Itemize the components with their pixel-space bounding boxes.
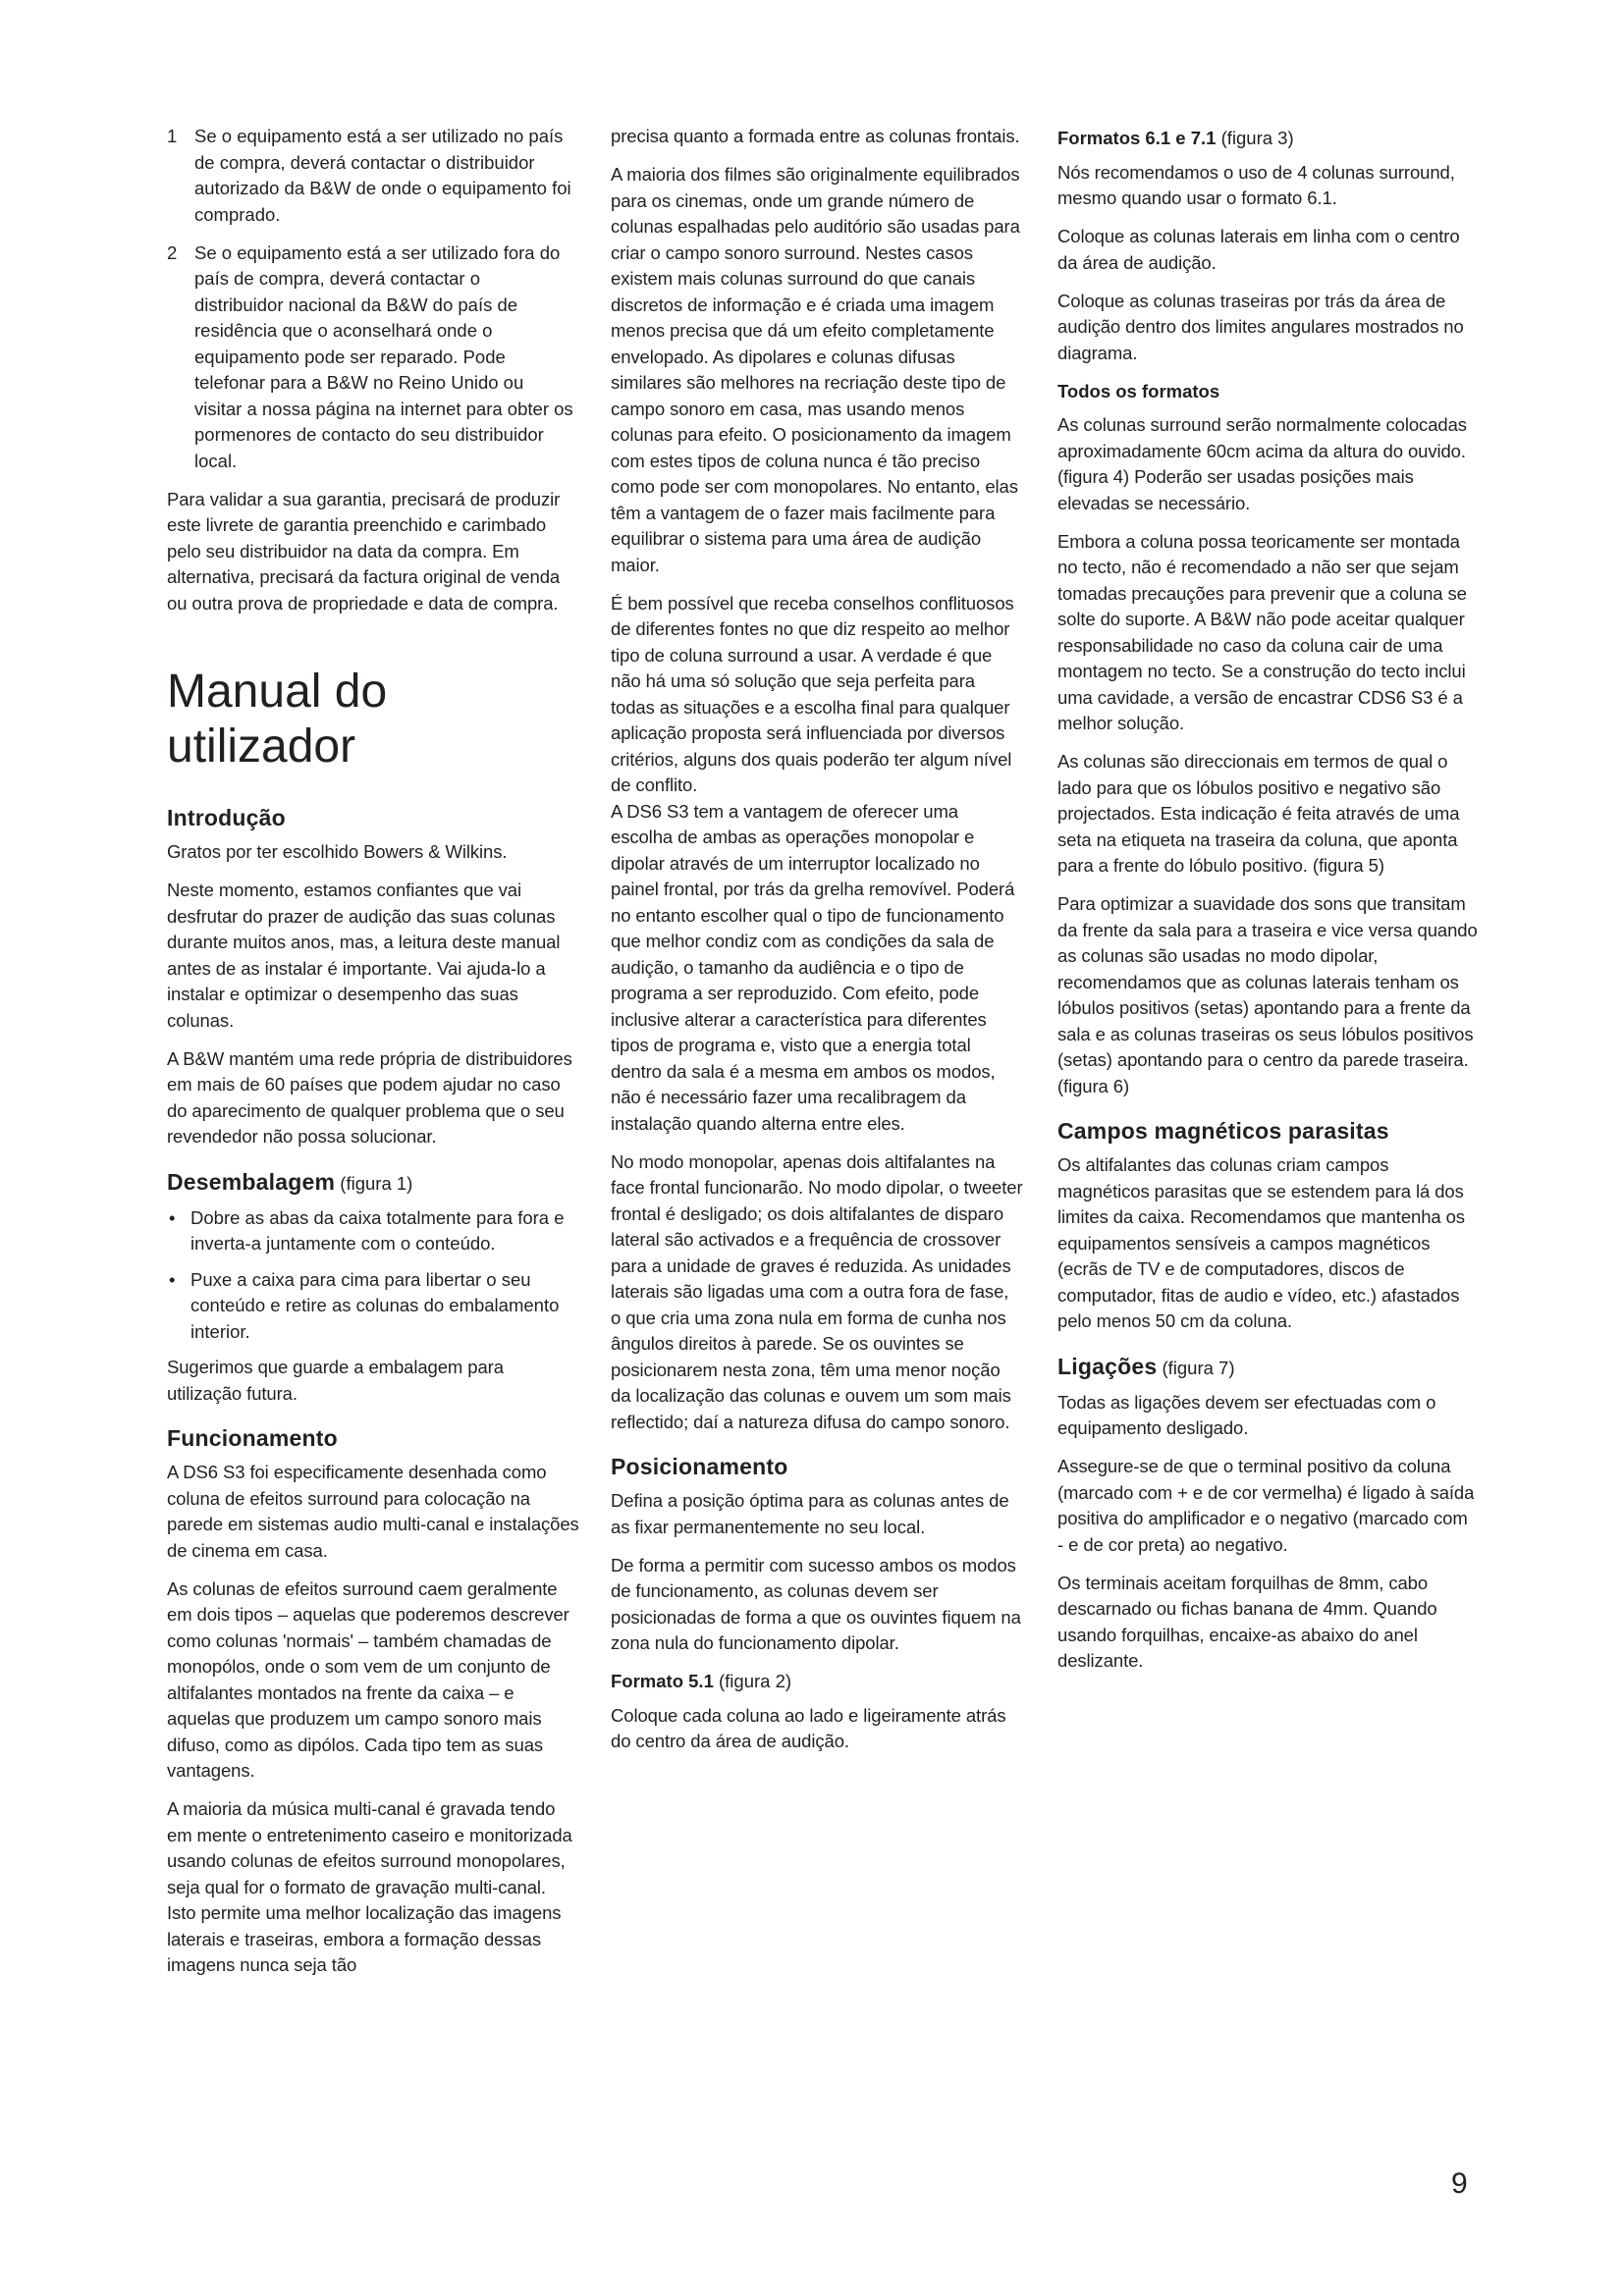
column-right <box>1057 124 1478 1686</box>
middle-paragraph-3: É bem possível que receba conselhos conflituosos de diferentes fontes no que diz respeito ao melhor tipo de coluna surround a usar. A verdade é que não há uma só solução que seja perfeita para todas as situações e a escolha final para qualquer aplicação proposta será influenciada por diversos critérios, alguns dos quais poderão ter algum nível de conflito. <box>611 592 1014 795</box>
column-middle <box>611 124 1023 1767</box>
item-text: Se o equipamento está a ser utilizado no país de compra, deverá contactar o distribuidor autorizado da B&W de onde o equipamento foi comprado. <box>194 126 571 225</box>
connections-figure-ref: (figura 7) <box>1157 1357 1235 1378</box>
unpack-paragraph: Sugerimos que guarde a embalagem para utilização futura. <box>167 1357 504 1404</box>
unpack-figure-ref: (figura 1) <box>335 1172 413 1194</box>
format-61-figure-ref: (figura 3) <box>1216 128 1294 148</box>
positioning-paragraph-1: Defina a posição óptima para as colunas antes de as fixar permanentemente no seu local. <box>611 1490 1009 1537</box>
item-number: 2 <box>167 241 178 263</box>
intro-paragraph-1: Gratos por ter escolhido Bowers & Wilkins. <box>167 841 508 862</box>
middle-paragraph-2: A maioria dos filmes são originalmente equilibrados para os cinemas, onde um grande número de colunas espalhadas pelo auditório são usadas para criar o campo sonoro surround. Nestes casos existem mais colunas surround do que canais discretos de informação e é criada uma imagem menos precisa que dá um efeito completamente envelopado. As dipolares e colunas difusas similares são melhores na recriação deste tipo de campo sonoro em casa, mas usando menos colunas para efeito. O posicionamento da imagem com estes tipos de coluna nunca é tão preciso como pode ser com monopolares. No entanto, elas têm a vantagem de o fazer mais facilmente para equilibrar o sistema para uma área de audição maior. <box>611 164 1020 575</box>
connections-paragraph-2: Assegure-se de que o terminal positivo da coluna (marcado com + e de cor vermelha) é ligado à saída positiva do amplificador e o negativo (marcado com - e de cor preta) ao negativo. <box>1057 1456 1475 1555</box>
middle-paragraph-1: precisa quanto a formada entre as colunas frontais. <box>611 126 1020 146</box>
all-formats-paragraph-3: As colunas são direccionais em termos de qual o lado para que os lóbulos positivo e negativo são projectados. Esta indicação é feita através de uma seta na etiqueta na traseira da coluna, que aponta para a frente do lóbulo positivo. (figura 5) <box>1057 751 1460 876</box>
magnetic-paragraph: Os altifalantes das colunas criam campos magnéticos parasitas que se estendem para lá dos limites da caixa. Recomendamos que mantenha os equipamentos sensíveis a campos magnéticos (ecrãs de TV e de computadores, discos de computador, fitas de audio e vídeo, etc.) afastados pelo menos 50 cm da coluna. <box>1057 1154 1465 1331</box>
magnetic-heading: Campos magnéticos parasitas <box>1057 1118 1389 1144</box>
format-61-paragraph-2: Coloque as colunas laterais em linha com o centro da área de audição. <box>1057 226 1460 273</box>
bullet-text: Puxe a caixa para cima para libertar o seu conteúdo e retire as colunas do embalamento interior. <box>190 1268 560 1342</box>
all-formats-paragraph-2: Embora a coluna possa teoricamente ser montada no tecto, não é recomendado a não ser que sejam tomadas precauções para prevenir que a coluna se solte do suporte. A B&W não pode aceitar qualquer responsabilidade no caso da coluna cair de uma montagem no tecto. Se a construção do tecto inclui uma cavidade, a versão de encastrar CDS6 S3 é a melhor solução. <box>1057 530 1467 733</box>
column-left <box>167 124 579 1979</box>
format-61-paragraph-1: Nós recomendamos o uso de 4 colunas surround, mesmo quando usar o formato 6.1. <box>1057 161 1455 208</box>
format-51-paragraph: Coloque cada coluna ao lado e ligeiramente atrás do centro da área de audição. <box>611 1704 1006 1751</box>
format-61-heading-text: Formatos 6.1 e 7.1 <box>1057 128 1217 148</box>
all-formats-heading: Todos os formatos <box>1057 380 1220 401</box>
format-61-heading <box>1057 126 1478 152</box>
all-formats-paragraph-4: Para optimizar a suavidade dos sons que transitam da frente da sala para a traseira e vice versa quando as colunas são usadas no modo dipolar, recomendamos que as colunas laterais tenham os lóbulos positivos (setas) apontando para a frente da sala e as colunas traseiras os seus lóbulos positivos (setas) apontando para o centro da parede traseira. (figura 6) <box>1057 893 1478 1096</box>
format-51-heading <box>611 1669 1023 1695</box>
function-paragraph-1: A DS6 S3 foi especificamente desenhada como coluna de efeitos surround para colocação na parede em sistemas audio multi-canal e instalações de cinema em casa. <box>167 1462 579 1561</box>
item-text: Se o equipamento está a ser utilizado fora do país de compra, deverá contactar o distribuidor nacional da B&W do país de residência que o aconselhará onde o equipamento pode ser reparado. Pode telefonar para a B&W no Reino Unido ou visitar a nossa página na internet para obter os pormenores de contacto do seu distribuidor local. <box>194 241 573 471</box>
all-formats-paragraph-1: As colunas surround serão normalmente colocadas aproximadamente 60cm acima da altura do ouvido. (figura 4) Poderão ser usadas posições mais elevadas se necessário. <box>1057 414 1467 513</box>
middle-paragraph-4: A DS6 S3 tem a vantagem de oferecer uma escolha de ambas as operações monopolar e dipolar através de um interruptor localizado no painel frontal, por trás da grelha removível. Poderá no entanto escolher qual o tipo de funcionamento que melhor condiz com as condições da sala de audição, o tamanho da audiência e o tipo de programa a ser reproduzido. Com efeito, pode inclusive alterar a característica para diferentes tipos de programa e, visto que a energia total dentro da sala é a mesma em ambos os modos, não é necessário fazer uma recalibragem da instalação quando alterna entre eles. <box>611 800 1015 1134</box>
unpack-bullet-1 <box>167 1205 579 1257</box>
bullet-text: Dobre as abas da caixa totalmente para fora e inverta-a juntamente com o conteúdo. <box>190 1206 565 1254</box>
page-number: 9 <box>1451 2167 1468 2200</box>
intro-heading: Introdução <box>167 805 286 830</box>
bullet-dot: • <box>169 1206 176 1228</box>
warranty-paragraph: Para validar a sua garantia, precisará de produzir este livrete de garantia preenchido e carimbado pelo seu distribuidor na data da compra. Em alternativa, precisará da factura original de venda ou outra prova de propriedade e data de compra. <box>167 488 561 614</box>
positioning-heading: Posicionamento <box>611 1454 788 1479</box>
item-number: 1 <box>167 126 178 146</box>
function-heading: Funcionamento <box>167 1425 338 1451</box>
connections-heading <box>1057 1353 1478 1382</box>
intro-paragraph-2: Neste momento, estamos confiantes que vai desfrutar do prazer de audição das suas colunas durante muitos anos, mas, a leitura deste manual antes de as instalar é importante. Vai ajuda-lo a instalar e optimizar o desempenho das suas colunas. <box>167 880 561 1031</box>
format-51-figure-ref: (figura 2) <box>713 1671 792 1691</box>
unpack-bullet-2 <box>167 1267 579 1346</box>
middle-paragraph-5: No modo monopolar, apenas dois altifalantes na face frontal funcionarão. No modo dipolar, o tweeter frontal é desligado; os dois altifalantes de disparo lateral são activados e a frequência de crossover para a unidade de graves é reduzida. As unidades laterais são ligadas uma com a outra fora de fase, o que cria uma zona nula em forma de cunha nos ângulos direitos à parede. Se os ouvintes se posicionarem nesta zona, têm uma menor noção da localização das colunas e ouvem um som mais reflectido; daí a natureza difusa do campo sonoro. <box>611 1150 1023 1432</box>
connections-heading-text: Ligações <box>1057 1353 1158 1379</box>
format-61-paragraph-3: Coloque as colunas traseiras por trás da área de audição dentro dos limites angulares mostrados no diagrama. <box>1057 290 1464 363</box>
intro-paragraph-3: A B&W mantém uma rede própria de distribuidores em mais de 60 países que podem ajudar no caso do aparecimento de qualquer problema que o seu revendedor não possa solucionar. <box>167 1047 572 1147</box>
unpack-heading <box>167 1168 579 1198</box>
function-paragraph-3: A maioria da música multi-canal é gravada tendo em mente o entretenimento caseiro e monitorizada usando colunas de efeitos surround monopolares, seja qual for o formato de gravação multi-canal. Isto permite uma melhor localização das imagens laterais e traseiras, embora a formação dessas imagens nunca seja tão <box>167 1798 572 1975</box>
positioning-paragraph-2: De forma a permitir com sucesso ambos os modos de funcionamento, as colunas devem ser posicionadas de forma a que os ouvintes fiquem na zona nula do funcionamento dipolar. <box>611 1554 1021 1653</box>
format-51-heading-text: Formato 5.1 <box>611 1671 714 1691</box>
numbered-item-2 <box>167 240 579 475</box>
numbered-item-1 <box>167 124 579 228</box>
unpack-heading-text: Desembalagem <box>167 1168 336 1195</box>
function-paragraph-2: As colunas de efeitos surround caem geralmente em dois tipos – aquelas que poderemos descrever como colunas 'normais' – também chamadas de monopólos, onde o som vem de um conjunto de altifalantes montados na frente da caixa – e aquelas que produzem um campo sonoro mais difuso, como as dipólos. Cada tipo tem as suas vantagens. <box>167 1577 569 1781</box>
connections-paragraph-1: Todas as ligações devem ser efectuadas com o equipamento desligado. <box>1057 1391 1436 1438</box>
bullet-dot: • <box>169 1268 176 1290</box>
connections-paragraph-3: Os terminais aceitam forquilhas de 8mm, cabo descarnado ou fichas banana de 4mm. Quando usando forquilhas, encaixe-as abaixo do anel deslizante. <box>1057 1572 1437 1671</box>
manual-title: Manual do utilizador <box>167 666 388 773</box>
